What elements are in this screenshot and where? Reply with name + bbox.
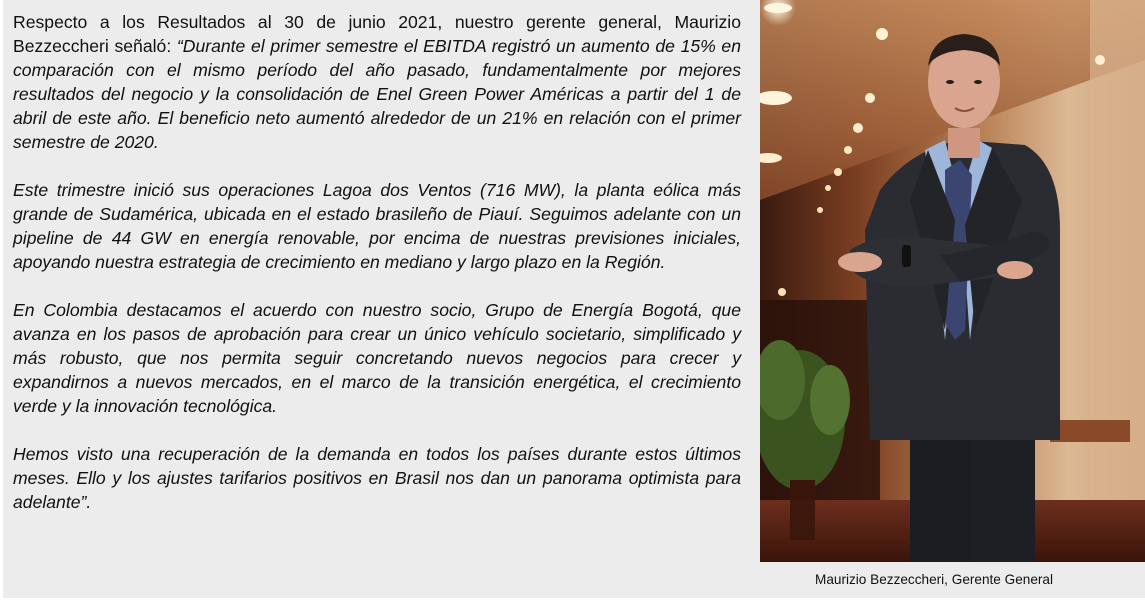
paragraph-1 (13, 10, 741, 154)
executive-photo (760, 0, 1145, 562)
photo-caption: Maurizio Bezzeccheri, Gerente General (815, 572, 1053, 587)
paragraph-1-intro: Respecto a los Resultados al 30 de junio 2021, nuestro gerente general, Maurizio Bezzeccheri señaló: (13, 12, 741, 56)
paragraph-4: Hemos visto una recuperación de la demanda en todos los países durante estos últimos meses. Ello y los ajustes tarifarios positivos en Brasil nos dan un panorama optimista para adelante”. (13, 444, 741, 512)
paragraph-2: Este trimestre inició sus operaciones Lagoa dos Ventos (716 MW), la planta eólica más grande de Sudamérica, ubicada en el estado brasileño de Piauí. Seguimos adelante con un pipeline de 44 GW en energía renovable, por encima de nuestras previsiones iniciales, apoyando nuestra estrategia de crecimiento en mediano y largo plazo en la Región. (13, 180, 741, 272)
statement-text (13, 10, 741, 514)
paragraph-1-quote: “Durante el primer semestre el EBITDA registró un aumento de 15% en comparación con el mismo período del año pasado, fundamentalmente por mejores resultados del negocio y la consolidación de Enel Green Power Américas a partir del 1 de abril de este año. El beneficio neto aumentó alrededor de un 21% en relación con el primer semestre de 2020. (13, 36, 742, 152)
paragraph-3: En Colombia destacamos el acuerdo con nuestro socio, Grupo de Energía Bogotá, que avanza en los pasos de aprobación para crear un único vehículo societario, simplificado y más robusto, que nos permita seguir concretando nuevos negocios para crecer y expandirnos a nuevos mercados, en el marco de la transición energética, el crecimiento verde y la innovación tecnológica. (13, 300, 741, 416)
executive-portrait-illustration (760, 0, 1145, 562)
